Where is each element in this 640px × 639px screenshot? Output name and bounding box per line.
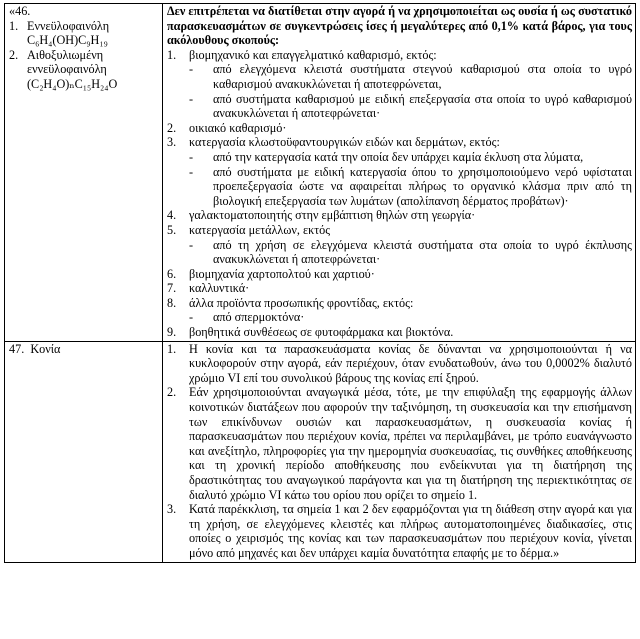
substance-formula: C₆H₄(OH)C₉H₁₉: [27, 33, 108, 48]
sub-item: - από την κατεργασία κατά την οποία δεν υπάρχει καμία έκλυση στα λύματα,: [189, 149, 584, 164]
list-item: 4. γαλακτοματοποιητής στην εμβάπτιση θηλών στη γεωργία·: [167, 208, 476, 223]
entry-number: «46.: [9, 4, 31, 18]
sub-item: - από ελεγχόμενα κλειστά συστήματα στεγνού καθαρισμού στα οποία το υγρό καθαρισμού ανακυκλώνεται ή αποτεφρώνεται,: [189, 62, 632, 91]
sub-item: - από συστήματα με ειδική κατεργασία όπου το χρησιμοποιούμενο νερό υφίσταται προεπεξεργασία ώστε να αφαιρείται πλήρως το οργανικό κλάσμα πριν από τη βιολογική επεξεργασία των λυμάτων (απολίπανση δέρματος προβάτων)·: [189, 164, 632, 208]
sub-item: - από συστήματα καθαρισμού με ειδική επεξεργασία στα οποία το υγρό καθαρισμού ανακυκλώνεται ή αποτεφρώνεται·: [189, 91, 632, 121]
table-row-46: [5, 4, 636, 342]
entry-number: 47. Κονία: [9, 341, 61, 356]
list-item: 3. κατεργασία κλωστοϋφαντουργικών ειδών και δερμάτων, εκτός:: [167, 135, 500, 150]
list-item: 8. άλλα προϊόντα προσωπικής φροντίδας, εκτός:: [167, 295, 414, 310]
substance-name: Αιθοξυλιωμένη εννεϋλοφαινόλη: [27, 47, 107, 77]
table-row-47: [5, 341, 636, 562]
entry-46-conditions: [163, 4, 636, 342]
sub-item: - από τη χρήση σε ελεγχόμενα κλειστά συστήματα στα οποία το υγρό έκπλυσης ανακυκλώνεται ή αποτεφρώνεται·: [189, 237, 632, 267]
list-item: 6. βιομηχανία χαρτοπολτού και χαρτιού·: [167, 266, 375, 281]
entry-47-substance: [5, 341, 163, 562]
substance-item: 1. Εννεϋλοφαινόλη C₆H₄(OH)C₉H₁₉: [9, 18, 110, 48]
list-item: 1. Η κονία και τα παρασκευάσματα κονίας δε δύνανται να χρησιμοποιούνται ή να κυκλοφορούν στην αγορά, εάν περιέχουν, όταν ενυδατωθούν, άνω του 0,0002% διαλυτό χρώμιο VI επί του συνολικού βάρους της κονίας επί ξηρού.: [167, 341, 632, 385]
list-item: 7. καλλυντικά·: [167, 281, 250, 296]
list-item: 1. βιομηχανικό και επαγγελματικό καθαρισμό, εκτός:: [167, 47, 437, 62]
substance-formula: (C₂H₄O)ₙC₁₅H₂₄O: [27, 76, 118, 91]
list-item: 2. Εάν χρησιμοποιούνται αναγωγικά μέσα, τότε, με την επιφύλαξη της εφαρμογής άλλων κοινοτικών διατάξεων που αφορούν την ταξινόμηση, τη συσκευασία και την επισήμανση των επικίνδυνων ουσιών και παρασκευασμάτων, η συσκευασία κονίας ή παρασκευασμάτων που περιέχουν κονία, πρέπει να περιλαμβάνει, με τρόπο ευανάγνωστο και ανεξίτηλο, πληροφορίες για την ημερομηνία συσκευασίας, τις συνθήκες αποθήκευσης και τη χρονική περίοδο αποθήκευσης που ενδείκνυται για τη διατήρηση της δραστικότητας του αναγωγικού παράγοντα και για τη διατήρηση της περιεκτικότητας σε διαλυτό χρώμιο VI κάτω του ορίου που ορίζει το σημείο 1.: [167, 385, 632, 502]
entry-47-conditions: [163, 341, 636, 562]
substance-name: Εννεϋλοφαινόλη: [27, 18, 110, 33]
list-item: 9. βοηθητικά συνθέσεως σε φυτοφάρμακα και βιοκτόνα.: [167, 325, 454, 340]
entry-46-substances: [5, 4, 163, 342]
restrictions-table: [4, 3, 636, 563]
conditions-heading: Δεν επιτρέπεται να διατίθεται στην αγορά ή να χρησιμοποιείται ως ουσία ή ως συστατικό παρασκευασμάτων σε συγκεντρώσεις ίσες ή μεγαλύτερες από 0,1% κατά βάρος, για τους ακόλουθους σκοπούς:: [167, 4, 632, 48]
list-item: 2. οικιακό καθαρισμό·: [167, 120, 287, 135]
list-item: 5. κατεργασία μετάλλων, εκτός: [167, 222, 331, 237]
substance-item: 2. Αιθοξυλιωμένη εννεϋλοφαινόλη (C₂H₄O)ₙC₁₅H₂₄O: [9, 47, 118, 91]
list-item: 3. Κατά παρέκκλιση, τα σημεία 1 και 2 δεν εφαρμόζονται για τη διάθεση στην αγορά και για τη χρήση, σε ελεγχόμενες κλειστές και πλήρως αυτοματοποιημένες διαδικασίες, στις οποίες ο χειρισμός της κονίας και των παρασκευασμάτων που περιέχουν κονία, γίνεται μόνο από μηχανές και δεν υπάρχει καμία δυνατότητα επαφής με το δέρμα.»: [167, 502, 632, 560]
sub-item: - από σπερμοκτόνα·: [189, 310, 305, 325]
